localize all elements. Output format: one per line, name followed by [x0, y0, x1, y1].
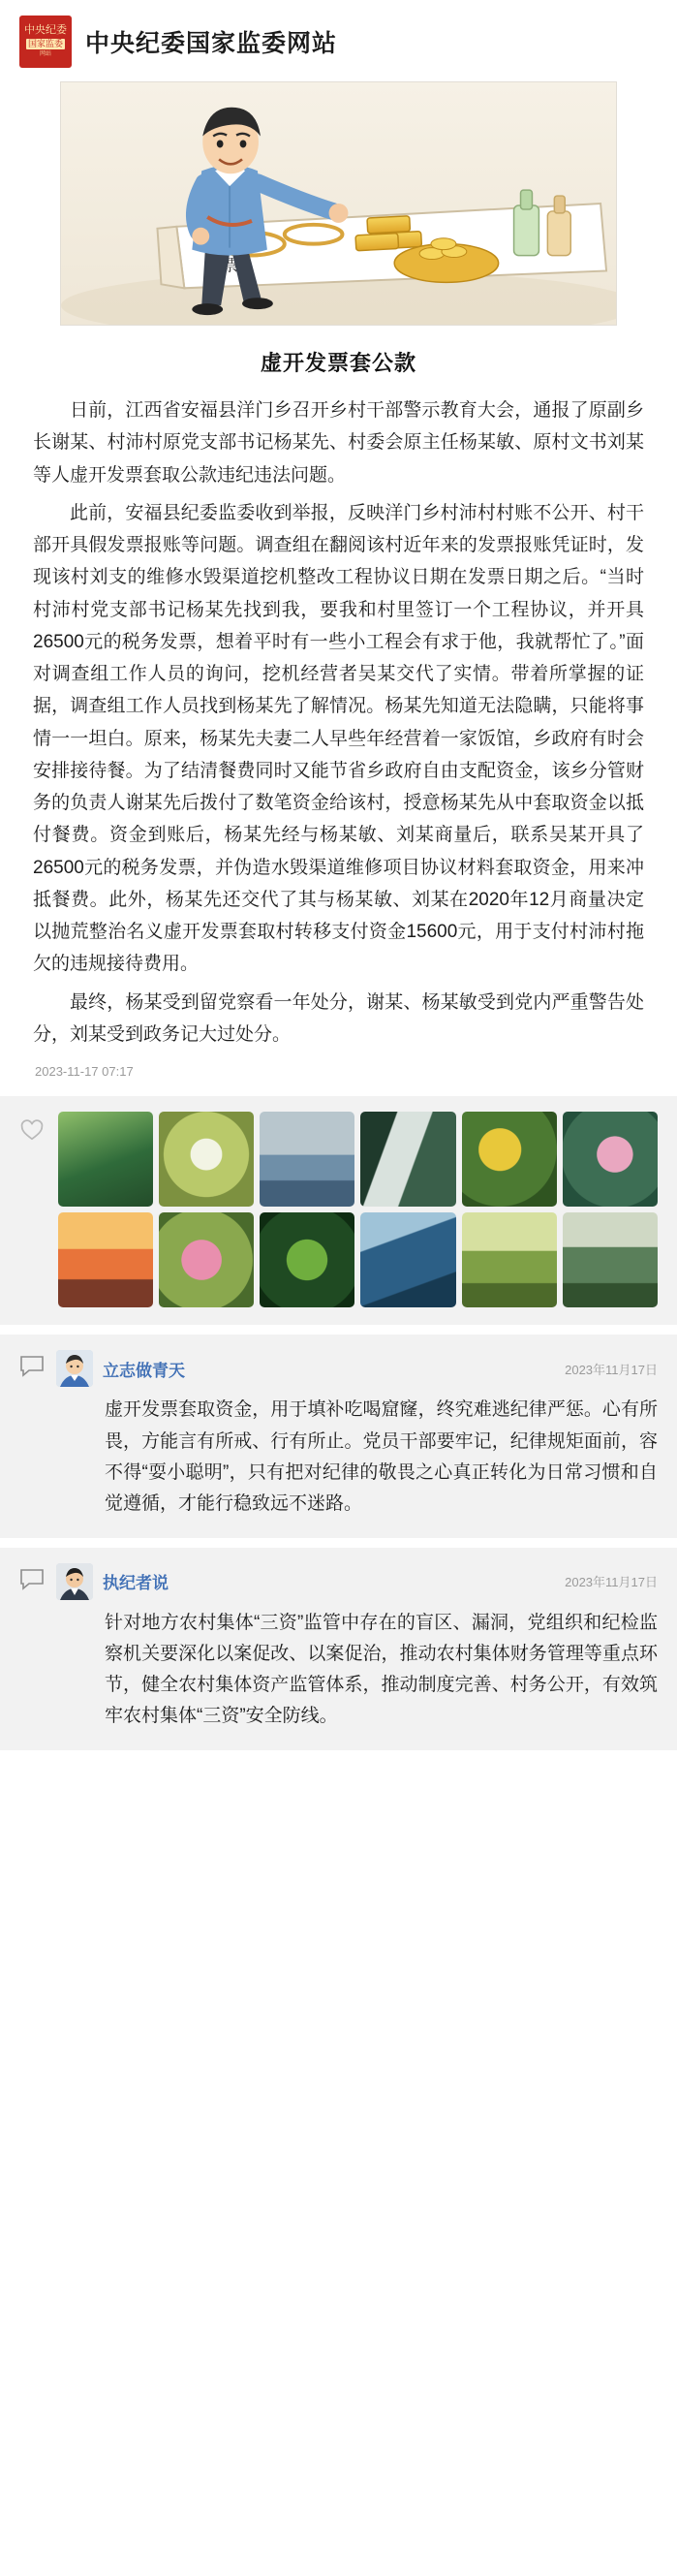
comment-header — [56, 1350, 658, 1387]
comment-body — [56, 1350, 658, 1520]
thumb-misty-hills[interactable] — [563, 1212, 658, 1307]
heart-icon-svg — [19, 1117, 45, 1143]
article — [0, 326, 677, 1086]
thumb-waterfall[interactable] — [360, 1112, 455, 1207]
thumb-pink-blossom[interactable] — [159, 1212, 254, 1307]
comment-body — [56, 1563, 658, 1733]
emblem-logo — [19, 16, 72, 68]
comment-header — [56, 1563, 658, 1600]
site-title: 中央纪委国家监委网站 — [85, 30, 338, 57]
avatar-svg — [56, 1350, 93, 1387]
comment-date: 2023年11月17日 — [565, 1362, 658, 1377]
thumb-lone-tree-field[interactable] — [462, 1212, 557, 1307]
logo-line-1: 中央纪委 — [24, 24, 67, 37]
comment-bubble-icon-svg — [19, 1354, 45, 1377]
thumb-mountain-lake[interactable] — [260, 1112, 354, 1207]
thumb-forest-stream[interactable] — [58, 1112, 153, 1207]
thumb-blue-water-stone[interactable] — [360, 1212, 455, 1307]
thumb-lotus-pond[interactable] — [563, 1112, 658, 1207]
article-title: 虚开发票套公款 — [260, 351, 416, 375]
comment-author-name[interactable]: 立志做青天 — [103, 1361, 185, 1380]
thumbnail-grid — [58, 1112, 658, 1307]
comment-bubble-icon[interactable] — [19, 1354, 45, 1377]
article-paragraph: 日前，江西省安福县洋门乡召开乡村干部警示教育大会，通报了原副乡长谢某、村沛村原党支部书记杨某先、村委会原主任杨某敏、原村文书刘某等人虚开发票套取公款违纪违法问题。 — [33, 400, 644, 486]
thumb-white-daisy[interactable] — [159, 1112, 254, 1207]
gallery-band — [0, 1096, 677, 1325]
comment-text: 针对地方农村集体“三资”监管中存在的盲区、漏洞，党组织和纪检监察机关要深化以案促改、以案促治，推动农村集体财务管理等重点环节，健全农村集体资产监管体系，推动制度完善、村务公开，有效筑牢农村集体“三资”安全防线。 — [105, 1612, 658, 1727]
comment-item — [0, 1335, 677, 1537]
comment-date: 2023年11月17日 — [565, 1575, 658, 1590]
avatar-man-dark-suit[interactable] — [56, 1563, 93, 1600]
article-paragraph: 此前，安福县纪委监委收到举报，反映洋门乡村沛村村账不公开、村干部开具假发票报账等问题。调查组在翻阅该村近年来的发票报账凭证时，发现该村刘支的维修水毁渠道挖机整改工程协议日期在发票日期之后。“当时村沛村党支部书记杨某先找到我，要我和村里签订一个工程协议，并开具26500元的税务发票，想着平时有一些小工程会有求于他，我就帮忙了。”面对调查组工作人员的询问，挖机经营者吴某交代了实情。带着所掌握的证据，调查组工作人员找到杨某先了解情况。杨某先知道无法隐瞒，只能将事情一一坦白。原来，杨某先夫妻二人早些年经营着一家饭馆，乡政府有时会安排接待餐。为了结清餐费同时又能节省乡政府自由支配资金，该乡分管财务的负责人谢某先后拨付了数笔资金给该村，授意杨某先从中套取资金以抵付餐费。资金到账后，杨某先经与杨某敏、刘某商量后，联系吴某开具了26500元的税务发票，并伪造水毁渠道维修项目协议材料套取资金，用来冲抵餐费。此外，杨某先还交代了其与杨某敏、刘某在2020年12月商量决定以抛荒整治名义虚开发票套取村转移支付资金15600元，用于支付村沛村拖欠的违规接待费用。 — [33, 502, 644, 975]
thumb-yellow-flowers[interactable] — [462, 1112, 557, 1207]
comment-item — [0, 1548, 677, 1750]
avatar-man-blue-shirt[interactable] — [56, 1350, 93, 1387]
article-paragraph: 最终，杨某受到留党察看一年处分，谢某、杨某敏受到党内严重警告处分，刘某受到政务记大过处分。 — [33, 991, 644, 1045]
comment-text: 虚开发票套取资金，用于填补吃喝窟窿，终究难逃纪律严惩。心有所畏，方能言有所戒、行有所止。党员干部要牢记，纪律规矩面前，容不得“耍小聪明”，只有把对纪律的敬畏之心真正转化为日常习惯和自觉遵循，才能行稳致远不迷路。 — [105, 1399, 658, 1515]
comment-bubble-icon[interactable] — [19, 1567, 45, 1590]
site-header — [0, 0, 677, 81]
illustration-svg — [61, 82, 616, 325]
illustration-wrapper — [0, 81, 677, 326]
logo-line-3: 网站 — [39, 51, 51, 58]
article-illustration — [60, 81, 617, 326]
comment-bubble-icon-svg — [19, 1567, 45, 1590]
thumb-green-lotus-leaf[interactable] — [260, 1212, 354, 1307]
avatar-svg — [56, 1563, 93, 1600]
heart-icon[interactable] — [19, 1117, 45, 1143]
thumb-sunset-sea[interactable] — [58, 1212, 153, 1307]
logo-line-2: 国家监委 — [27, 38, 63, 48]
article-timestamp: 2023-11-17 07:17 — [35, 1064, 134, 1079]
comment-author-name[interactable]: 执纪者说 — [103, 1574, 169, 1593]
